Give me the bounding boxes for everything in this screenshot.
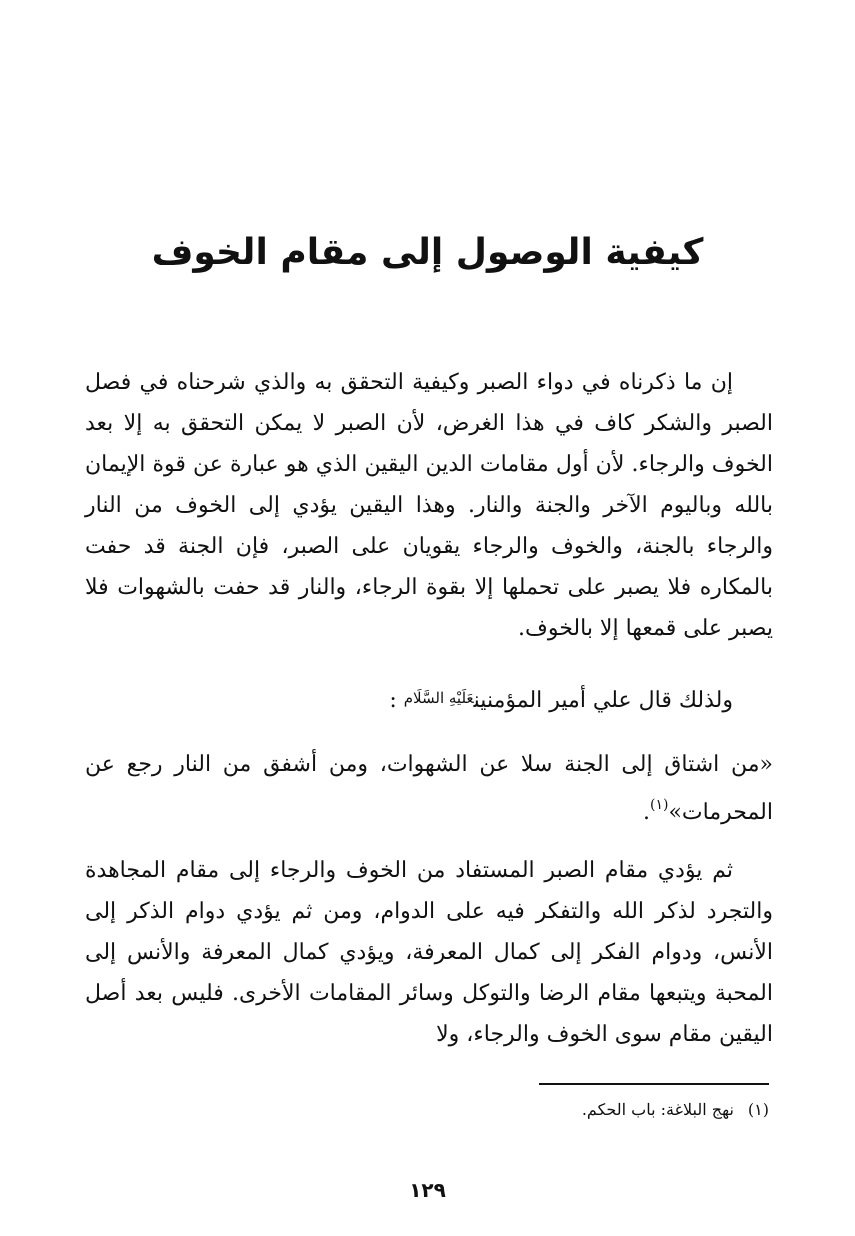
lead-in-text: ولذلك قال علي أمير المؤمنين xyxy=(473,688,733,713)
paragraph-closing: ثم يؤدي مقام الصبر المستفاد من الخوف والرجاء إلى مقام المجاهدة والتجرد لذكر الله والتفكر فيه على الدوام، ومن ثم يؤدي دوام الذكر إلى الأنس، ودوام الفكر إلى كمال المعرفة، ويؤدي كمال المعرفة والأنس إلى المحبة ويتبعها مقام الرضا والتوكل وسائر المقامات الأخرى. فليس بعد أصل اليقين مقام سوى الخوف والرجاء، ولا xyxy=(85,858,773,1047)
footnote-number: (١) xyxy=(747,1100,769,1119)
chapter-title: كيفية الوصول إلى مقام الخوف xyxy=(151,232,704,273)
honorific-mark: عَلَيْهِ السَّلَام xyxy=(403,689,474,707)
quotation-text: «من اشتاق إلى الجنة سلا عن الشهوات، ومن أشفق من النار رجع عن المحرمات» xyxy=(85,752,773,825)
footnote-divider xyxy=(539,1083,769,1085)
paragraph-intro: إن ما ذكرناه في دواء الصبر وكيفية التحقق به والذي شرحناه في فصل الصبر والشكر كاف في هذا الغرض، لأن الصبر لا يمكن التحقق به إلا بعد الخوف والرجاء. لأن أول مقامات الدين اليقين الذي هو عبارة عن قوة الإيمان بالله وباليوم الآخر والجنة والنار. وهذا اليقين يؤدي إلى الخوف من النار والرجاء بالجنة، والخوف والرجاء يقويان على الصبر، فإن الجنة قد حفت بالمكاره فلا يصبر على تحملها إلا بقوة الرجاء، والنار قد حفت بالشهوات فلا يصبر على قمعها إلا بالخوف. xyxy=(85,370,773,641)
paragraph-lead-in-block xyxy=(85,678,773,721)
page-number: ١٢٩ xyxy=(409,1178,446,1202)
footnote-reference[interactable]: (١) xyxy=(649,797,669,813)
lead-in-colon: : xyxy=(389,688,397,713)
paragraph-closing-block xyxy=(85,850,773,1055)
paragraph-lead-in xyxy=(85,678,773,721)
quotation-block xyxy=(85,744,773,833)
paragraph-intro-block xyxy=(85,362,773,649)
quotation-end: . xyxy=(642,800,650,825)
footnote-text: نهج البلاغة: باب الحكم. xyxy=(581,1100,734,1119)
footnote xyxy=(89,1098,769,1122)
quotation xyxy=(85,744,773,833)
